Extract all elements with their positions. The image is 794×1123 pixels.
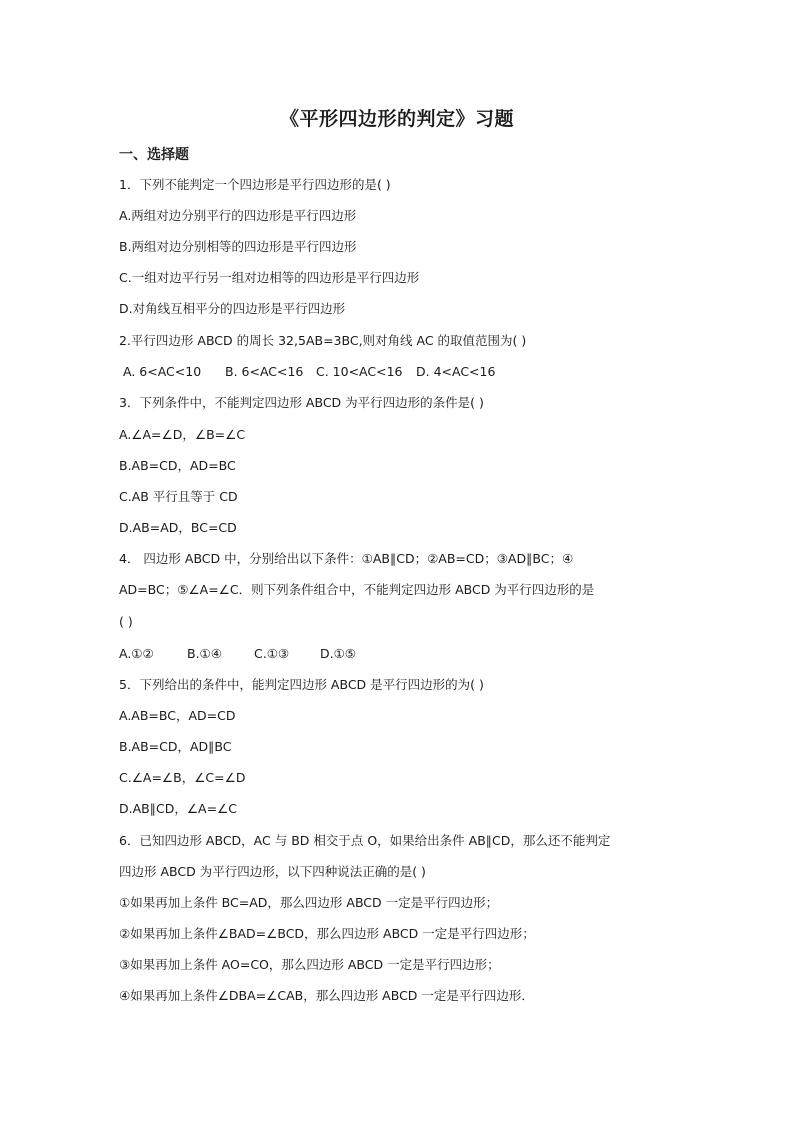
q2-options: [123, 363, 495, 381]
q4-option-d: D.①⑤: [320, 646, 357, 661]
q4-stem-line1: 4． 四边形 ABCD 中，分别给出以下条件：①AB∥CD；②AB=CD；③AD∥BC；④: [119, 551, 574, 566]
q2-option-d: D. 4<AC<16: [416, 364, 496, 379]
q1-option-c: C.一组对边平行另一组对边相等的四边形是平行四边形: [119, 270, 420, 285]
q1-option-a: A.两组对边分别平行的四边形是平行四边形: [119, 208, 357, 223]
section-heading: 一、选择题: [119, 147, 189, 163]
q4-option-c: C.①③: [254, 646, 290, 661]
q2-option-c: C. 10<AC<16: [316, 364, 403, 379]
document-title: 《平形四边形的判定》习题: [279, 108, 514, 130]
q3-option-c: C.AB 平行且等于 CD: [119, 489, 238, 504]
q4-option-b: B.①④: [187, 646, 222, 661]
q3-option-d: D.AB=AD，BC=CD: [119, 520, 237, 535]
q1-stem: 1．下列不能判定一个四边形是平行四边形的是( ): [119, 177, 391, 192]
q1-option-b: B.两组对边分别相等的四边形是平行四边形: [119, 239, 357, 254]
q5-option-b: B.AB=CD，AD∥BC: [119, 739, 232, 754]
q3-option-a: A.∠A=∠D，∠B=∠C: [119, 427, 246, 442]
q6-statement-2: ②如果再加上条件∠BAD=∠BCD，那么四边形 ABCD 一定是平行四边形；: [119, 926, 535, 941]
q4-option-a: A.①②: [119, 646, 154, 661]
q1-option-d: D.对角线互相平分的四边形是平行四边形: [119, 301, 346, 316]
q3-option-b: B.AB=CD，AD=BC: [119, 458, 236, 473]
q5-option-c: C.∠A=∠B，∠C=∠D: [119, 770, 246, 785]
q2-stem: 2.平行四边形 ABCD 的周长 32,5AB=3BC,则对角线 AC 的取值范围为( ): [119, 333, 527, 348]
q5-option-d: D.AB∥CD，∠A=∠C: [119, 801, 237, 816]
q2-option-a: A. 6<AC<10: [123, 364, 202, 379]
q5-option-a: A.AB=BC，AD=CD: [119, 708, 236, 723]
q5-stem: 5．下列给出的条件中，能判定四边形 ABCD 是平行四边形的为( ): [119, 677, 484, 692]
q6-stem-line1: 6．已知四边形 ABCD，AC 与 BD 相交于点 O，如果给出条件 AB∥CD，那么还不能判定: [119, 833, 611, 848]
q3-stem: 3．下列条件中，不能判定四边形 ABCD 为平行四边形的条件是( ): [119, 395, 484, 410]
q4-stem-line3: ( ): [119, 614, 133, 629]
q6-statement-3: ③如果再加上条件 AO=CO，那么四边形 ABCD 一定是平行四边形；: [119, 957, 500, 972]
q6-statement-1: ①如果再加上条件 BC=AD，那么四边形 ABCD 一定是平行四边形；: [119, 895, 499, 910]
q6-stem-line2: 四边形 ABCD 为平行四边形，以下四种说法正确的是( ): [119, 864, 426, 879]
q2-option-b: B. 6<AC<16: [225, 364, 304, 379]
q4-stem-line2: AD=BC；⑤∠A=∠C．则下列条件组合中，不能判定四边形 ABCD 为平行四边形的是: [119, 582, 595, 597]
q4-options: [119, 645, 356, 663]
q6-statement-4: ④如果再加上条件∠DBA=∠CAB，那么四边形 ABCD 一定是平行四边形．: [119, 988, 534, 1003]
